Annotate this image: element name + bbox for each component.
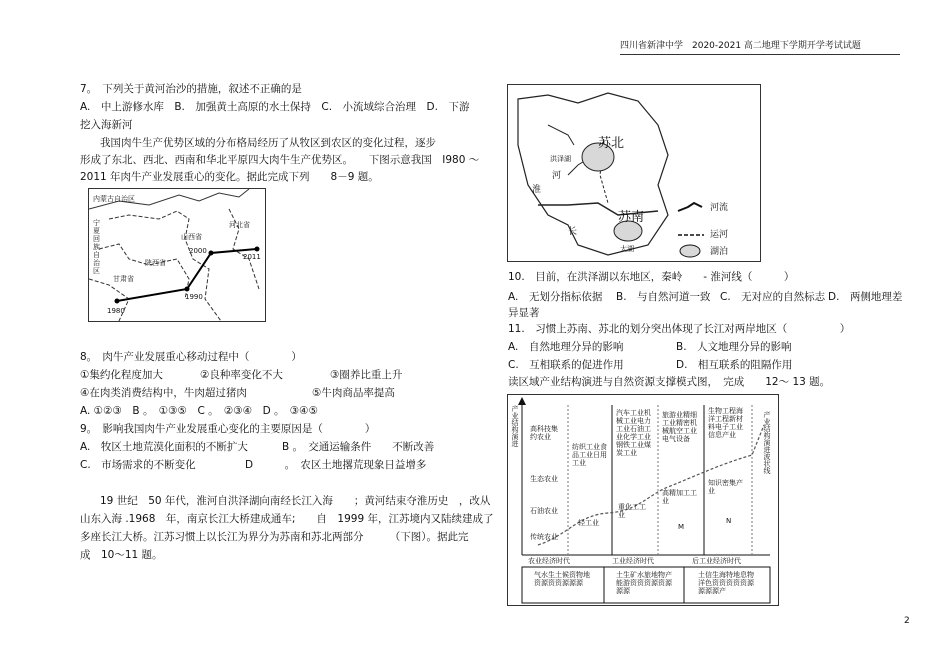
paragraph-line: 山东入海 .1968 年，南京长江大桥建成通车; 自 1999 年，江苏境内又陆续建成了 (80, 513, 494, 525)
question-8-item: ①集约化程度加大 (80, 369, 163, 381)
question-9-option-b: B 。 交通运输条件 不断改善 (282, 441, 435, 453)
question-10-option-c: C. 无对应的自然标志 (720, 291, 826, 303)
label-hongze-lake: 洪泽湖 (550, 155, 571, 163)
label-heavy-chemical: 重化工工业 (618, 503, 646, 519)
label-light-industry: 轻工业 (578, 519, 599, 527)
resources-post-industrial: 土信生海特地息物洋色资资资资资源源源源产 (698, 571, 754, 595)
question-8-options: A. ①②③ B 。 ①③⑤ C 。 ②③④ D 。 ③④⑤ (80, 405, 319, 417)
question-9-option-d: D 。 农区土地撂荒现象日益增多 (245, 459, 427, 471)
era-agricultural: 农业经济时代 (528, 557, 570, 565)
label-gansu: 甘肃省 (113, 275, 134, 283)
label-knowledge-intensive: 知识密集产业 (708, 479, 743, 495)
jiangsu-map (507, 84, 761, 262)
label-m: M (678, 523, 685, 531)
question-11-option-a: A. 自然地理分异的影响 (508, 341, 624, 353)
label-year-1990: 1990 (185, 293, 203, 301)
question-7-continued: 挖入海新河 (80, 119, 133, 131)
wave-label: 产业结构演进波状线 (763, 411, 771, 474)
question-11-option-c: C. 互相联系的促进作用 (508, 359, 624, 371)
question-11: 11. 习惯上苏南、苏北的划分突出体现了长江对两岸地区（ ） (508, 323, 851, 335)
paragraph-line: 19 世纪 50 年代，淮河自洪泽湖向南经长江入海 ；黄河结束夺淮历史 ，改从 (100, 495, 491, 507)
legend-lake: 湖泊 (710, 247, 729, 257)
question-10: 10. 目前，在洪泽湖以东地区，秦岭 - 淮河线（ ） (508, 271, 795, 283)
question-8-item: ④在肉类消费结构中，牛肉超过猪肉 (80, 387, 247, 399)
label-huai: 淮 (532, 185, 542, 195)
page-number: 2 (904, 616, 910, 626)
label-shanxi: 山西省 (181, 233, 202, 241)
legend-river: 河流 (710, 203, 729, 213)
question-9-option-c: C. 市场需求的不断变化 (80, 459, 196, 471)
question-10-continued: 异显著 (508, 307, 540, 319)
intro-paragraph-line: 2011 年肉牛产业发展重心的变化。据此完成下列 8－9 题。 (80, 171, 379, 183)
label-eco-agri: 生态农业 (530, 475, 558, 483)
question-8-item: ③圈养比重上升 (330, 369, 403, 381)
question-8-item: ⑤牛肉商品率提高 (312, 387, 395, 399)
label-traditional-agri: 传统农业 (530, 533, 558, 541)
resources-agricultural: 气水生土候资物地资源资资源源源 (534, 571, 590, 587)
label-shaanxi: 陕西省 (145, 259, 166, 267)
label-n: N (726, 517, 732, 525)
label-year-1980: 1980 (107, 307, 125, 315)
question-10-option-d: D. 两侧地理差 (828, 291, 903, 303)
label-heavy-industries: 汽车工业机械工业电力工业石油工业化学工业钢铁工业煤炭工业 (616, 409, 651, 457)
label-year-2011: 2011 (243, 253, 261, 261)
label-he: 河 (552, 171, 562, 181)
intro-12-13: 读区域产业结构演进与自然资源支撑模式图， 完成 12～ 13 题。 (508, 376, 831, 388)
question-11-option-d: D. 相互联系的阻隔作用 (676, 359, 793, 371)
label-oil-agri: 石油农业 (530, 507, 558, 515)
page-header: 四川省新津中学 2020-2021 高二地理下学期开学考试试题 (620, 41, 861, 51)
question-7: 7。 下列关于黄河治沙的措施，叙述不正确的是 (80, 83, 302, 95)
label-high-precision: 高精加工工业 (662, 489, 697, 505)
question-10-option-b: B. 与自然河道一致 (616, 291, 711, 303)
question-10-option-a: A. 无划分指标依据 (508, 291, 603, 303)
question-11-option-b: B. 人文地理分异的影响 (676, 341, 792, 353)
header-rule (620, 54, 900, 55)
label-chang: 长 (568, 227, 578, 237)
label-taihu: 太湖 (620, 245, 634, 253)
paragraph-line: 多座长江大桥。江苏习惯上以长江为界分为苏南和苏北两部分 （下图）。据此完 (80, 531, 469, 543)
label-sunan: 苏南 (618, 210, 645, 225)
question-9-option-a: A. 牧区土地荒漠化面积的不断扩大 (80, 441, 248, 453)
era-industrial: 工业经济时代 (612, 557, 654, 565)
era-post-industrial: 后工业经济时代 (692, 557, 741, 565)
label-new-industries: 生物工程海洋工程新材料电子工业信息产业 (708, 407, 743, 439)
label-year-2000: 2000 (189, 247, 207, 255)
y-axis-label: 产业结构演进 (511, 405, 519, 447)
label-light-industries: 纺织工业食品工业日用工业 (572, 443, 607, 467)
paragraph-line: 成 10～11 题。 (80, 549, 163, 561)
legend-canal: 运河 (710, 230, 729, 240)
label-hebei: 河北省 (229, 221, 250, 229)
label-inner-mongolia: 内蒙古自治区 (93, 195, 135, 203)
label-precision-industries: 旅游业精细工业精密机械航空工业电气设备 (662, 411, 697, 443)
label-high-tech-agri: 高科技集约农业 (530, 425, 558, 441)
industry-structure-diagram (507, 394, 779, 606)
label-subei: 苏北 (598, 136, 625, 151)
question-9: 9。 影响我国肉牛产业发展重心变化的主要原因是（ ） (80, 423, 376, 435)
beef-center-map (88, 188, 266, 322)
beef-map-drawing (89, 189, 265, 321)
question-7-options: A. 中上游修水库 B. 加强黄土高原的水土保持 C. 小流域综合治理 D. 下游 (80, 101, 470, 113)
intro-paragraph-line: 形成了东北、西北、西南和华北平原四大肉牛生产优势区。 下图示意我国 I980 ～ (80, 154, 480, 166)
question-8: 8。 肉牛产业发展重心移动过程中（ ） (80, 351, 302, 363)
label-ningxia: 宁夏回族自治区 (93, 219, 100, 275)
intro-paragraph-line: 我国肉牛生产优势区域的分布格局经历了从牧区到农区的变化过程，逐步 (100, 137, 436, 149)
resources-industrial: 土生矿水旅地物产能游资资资源资源源源 (616, 571, 672, 595)
question-8-item: ②良种率变化不大 (200, 369, 283, 381)
